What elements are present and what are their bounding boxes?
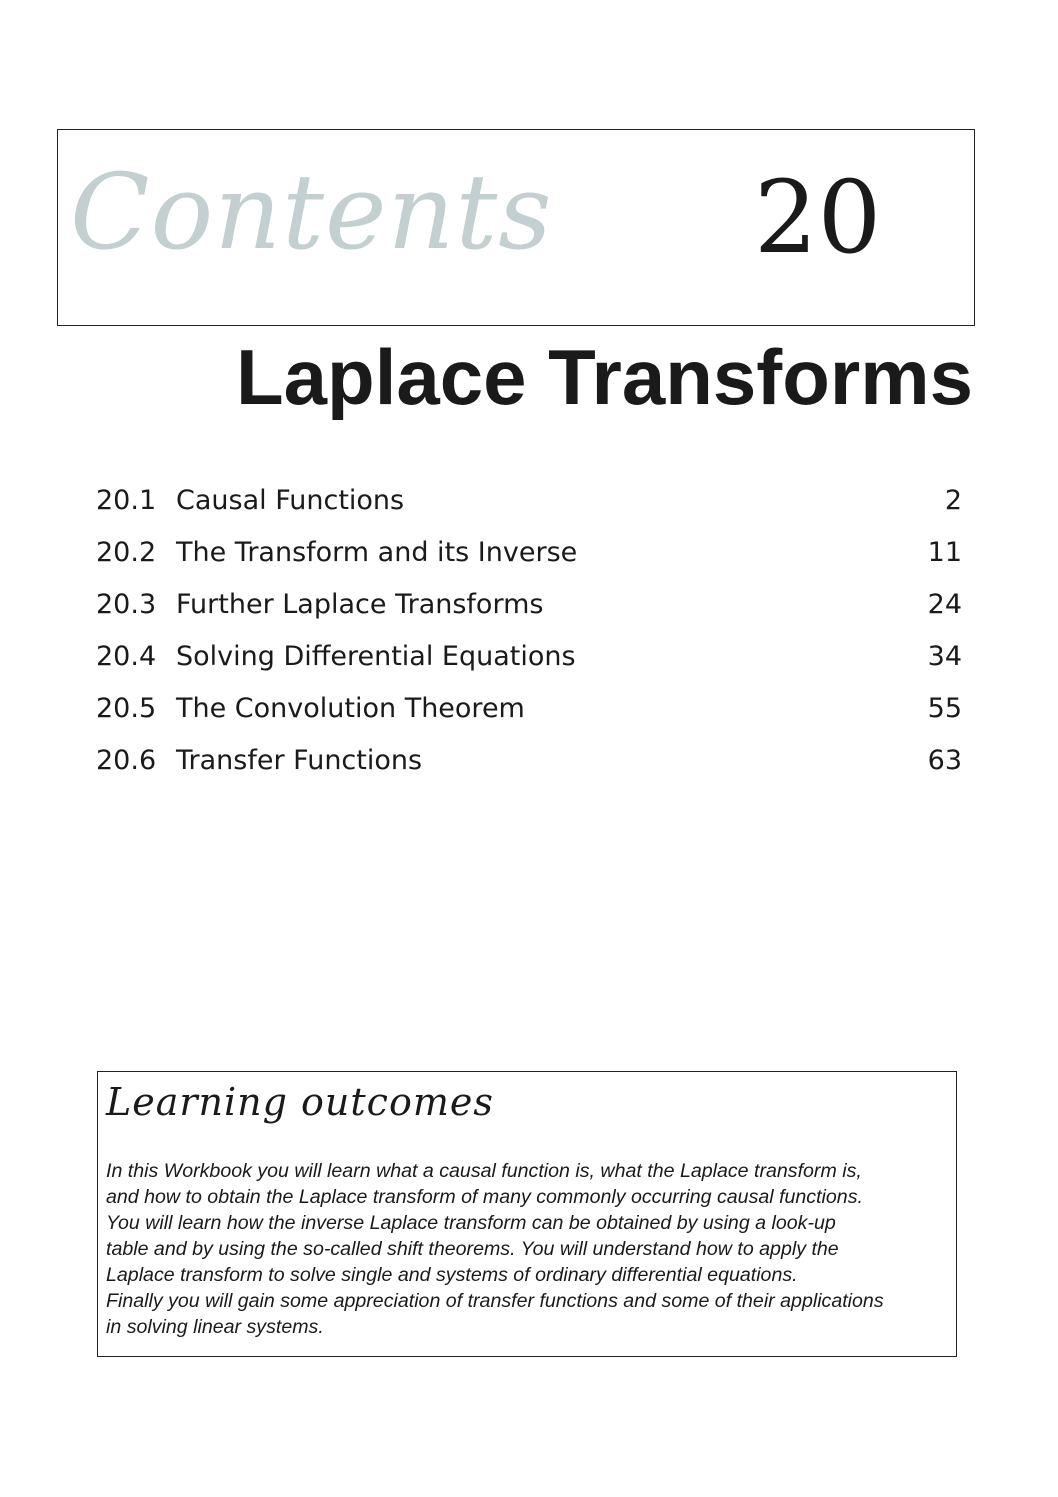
workbook-title: Laplace Transforms	[236, 333, 973, 421]
toc-entry[interactable]	[96, 526, 962, 578]
toc-entry-number: 20.5	[96, 692, 157, 724]
contents-word: Contents	[70, 151, 553, 273]
toc-entry-number: 20.2	[96, 536, 157, 568]
toc-entry-number: 20.3	[96, 588, 157, 620]
toc-entry-title: Transfer Functions	[176, 744, 423, 776]
contents-header-box	[57, 129, 975, 326]
table-of-contents	[96, 474, 962, 786]
toc-entry-page: 24	[927, 588, 962, 620]
toc-entry-title: Further Laplace Transforms	[176, 588, 544, 620]
learning-outcomes-heading: Learning outcomes	[106, 1080, 494, 1124]
toc-entry-title: The Convolution Theorem	[176, 692, 525, 724]
outcomes-line: Finally you will gain some appreciation of transfer functions and some of their applications	[106, 1290, 884, 1312]
toc-entry[interactable]	[96, 578, 962, 630]
outcomes-line: You will learn how the inverse Laplace transform can be obtained by using a look-up	[106, 1212, 836, 1234]
learning-outcomes-text	[106, 1158, 956, 1340]
toc-entry-page: 2	[944, 484, 962, 516]
toc-entry-page: 55	[927, 692, 962, 724]
toc-entry[interactable]	[96, 474, 962, 526]
toc-entry-page: 63	[927, 744, 962, 776]
learning-outcomes-box	[97, 1071, 957, 1357]
toc-entry-number: 20.4	[96, 640, 157, 672]
toc-entry[interactable]	[96, 734, 962, 786]
outcomes-line: In this Workbook you will learn what a causal function is, what the Laplace transform is,	[106, 1160, 862, 1182]
toc-entry-title: The Transform and its Inverse	[176, 536, 578, 568]
toc-entry-title: Solving Differential Equations	[176, 640, 576, 672]
toc-entry[interactable]	[96, 630, 962, 682]
outcomes-line: Laplace transform to solve single and systems of ordinary differential equations.	[106, 1264, 798, 1286]
toc-entry-number: 20.1	[96, 484, 157, 516]
outcomes-line: and how to obtain the Laplace transform of many commonly occurring causal functions.	[106, 1186, 863, 1208]
toc-entry-title: Causal Functions	[176, 484, 405, 516]
outcomes-line: in solving linear systems.	[106, 1316, 324, 1338]
toc-entry-number: 20.6	[96, 744, 157, 776]
toc-entry[interactable]	[96, 682, 962, 734]
toc-entry-page: 34	[927, 640, 962, 672]
outcomes-line: table and by using the so-called shift theorems. You will understand how to apply the	[106, 1238, 839, 1260]
chapter-number: 20	[754, 159, 882, 276]
toc-entry-page: 11	[927, 536, 962, 568]
